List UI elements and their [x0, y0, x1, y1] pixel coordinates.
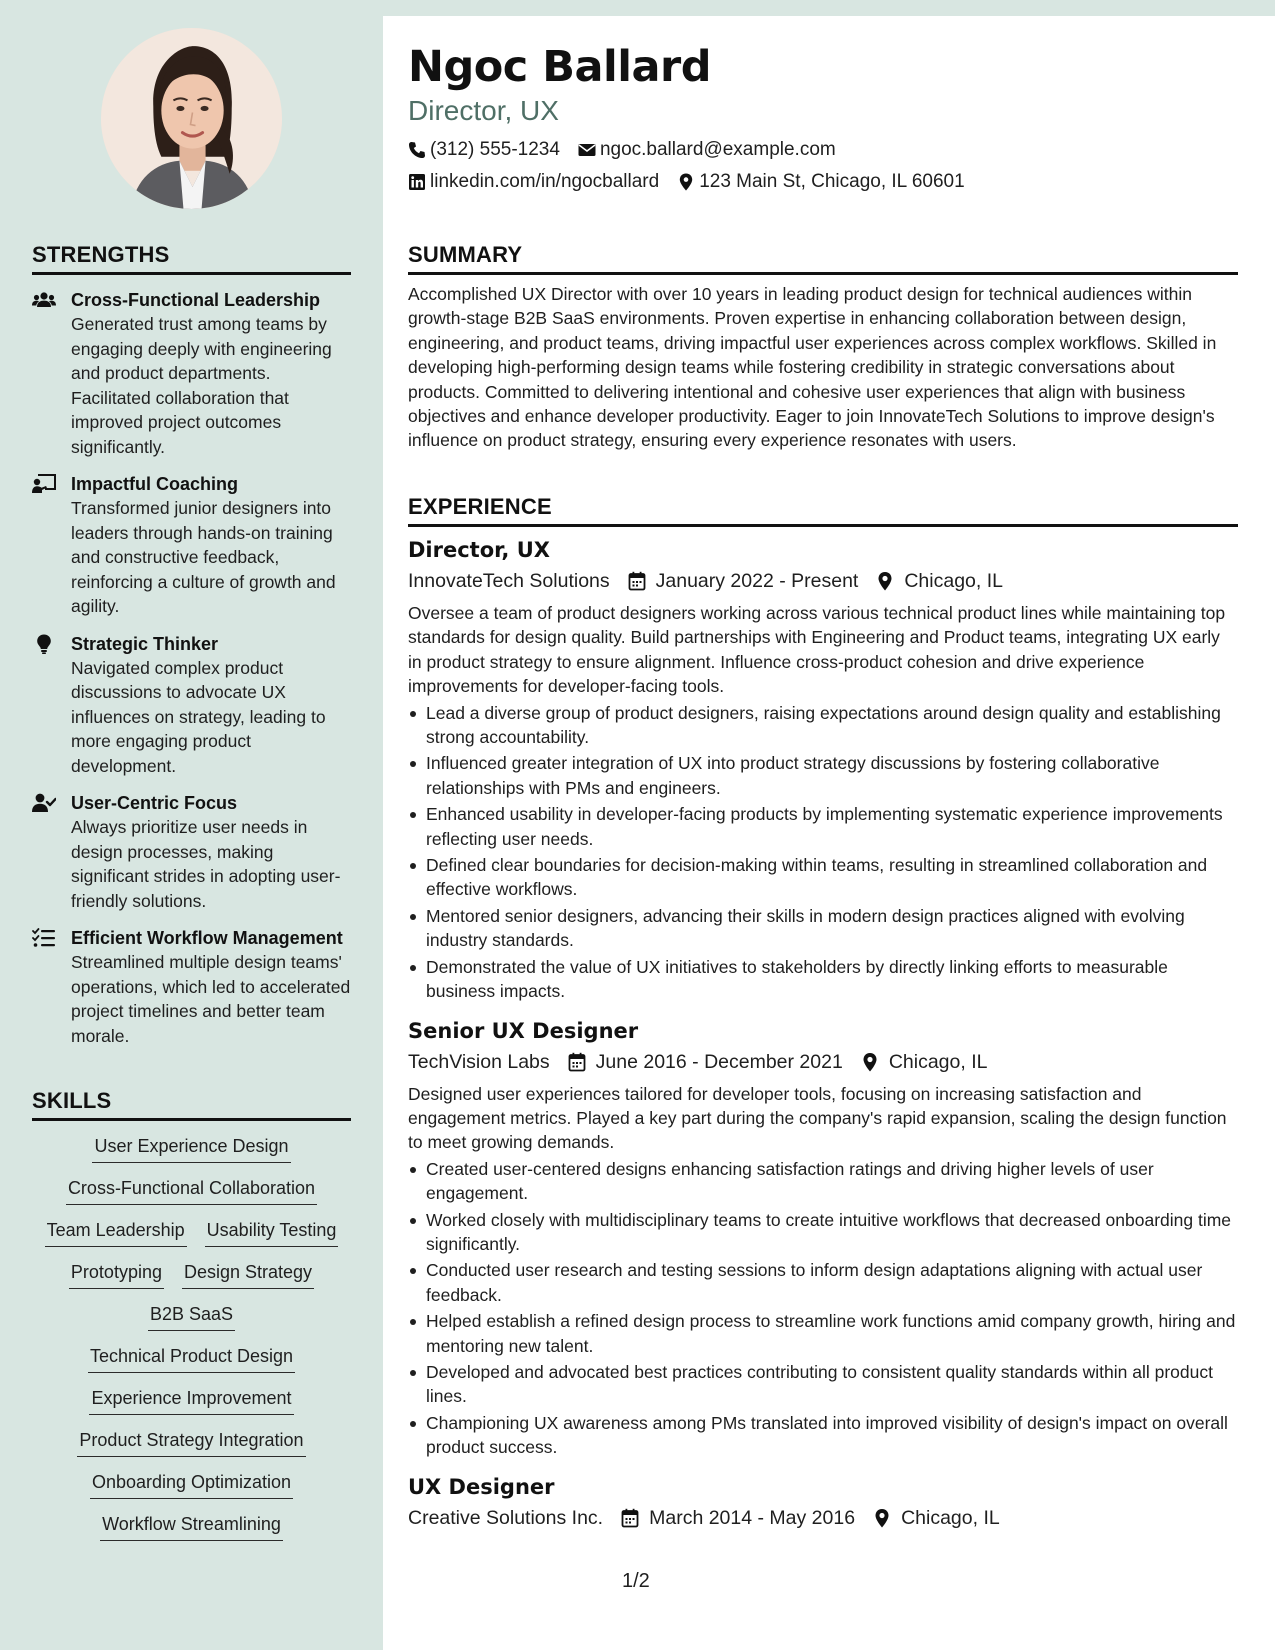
skill-row [32, 1344, 351, 1373]
strengths-heading: STRENGTHS [32, 242, 351, 275]
skill-tag: Experience Improvement [89, 1386, 293, 1415]
job-company [408, 1046, 550, 1078]
portrait-image [101, 28, 282, 209]
job-entry [408, 535, 1238, 1004]
job-title: UX Designer [408, 1474, 555, 1499]
contact-info [408, 134, 1258, 198]
location-text: Chicago, IL [888, 1050, 988, 1073]
address-text: 123 Main St, Chicago, IL 60601 [699, 171, 965, 192]
strength-title: Cross-Functional Leadership [71, 290, 321, 310]
strength-title: Efficient Workflow Management [71, 928, 343, 948]
strength-description: Transformed junior designers into leaders through hands-on training and constructive feedback, reinforcing a culture of growth and agility. [71, 498, 336, 616]
linkedin-text: linkedin.com/in/ngocballard [430, 171, 660, 192]
skill-tag: Technical Product Design [88, 1344, 295, 1373]
job-entry [408, 1016, 1238, 1460]
list-check-icon [32, 928, 56, 948]
bullet-item: Worked closely with multidisciplinary teams to create intuitive workflows that decreased onboarding time significantly. [408, 1208, 1238, 1257]
job-title: Director, UX [408, 538, 550, 562]
contact-row [408, 166, 1258, 198]
job-description: Designed user experiences tailored for developer tools, focusing on increasing satisfaction and engagement metrics. Played a key part during the company's rapid expansion, scaling the design function to meet growing demands. [408, 1083, 1227, 1153]
users-icon [32, 290, 56, 310]
bullet-item: Influenced greater integration of UX into product strategy discussions by fostering collaborative relationships with PMs and engineers. [408, 751, 1238, 800]
contact-row [408, 134, 1258, 166]
strength-item [32, 791, 351, 913]
map-pin-icon [873, 1508, 891, 1528]
date-range: January 2022 - Present [655, 570, 859, 592]
profile-photo [101, 28, 282, 209]
skill-tag: B2B SaaS [148, 1302, 235, 1331]
company-name: InnovateTech Solutions [408, 570, 610, 592]
sidebar [0, 0, 383, 1650]
skill-tag: Team Leadership [45, 1218, 187, 1247]
skill-tag: User Experience Design [92, 1134, 290, 1163]
linkedin-contact[interactable] [408, 171, 659, 193]
date-range: March 2014 - May 2016 [649, 1506, 856, 1529]
skill-row [32, 1176, 351, 1205]
strength-item [32, 632, 351, 779]
location-text: Chicago, IL [904, 570, 1003, 592]
job-company [408, 1502, 603, 1534]
experience-section [408, 494, 1238, 1534]
strength-description: Navigated complex product discussions to advocate UX influences on strategy, leading to more engaging product development. [71, 657, 326, 776]
job-meta [408, 1502, 1238, 1534]
job-company [408, 565, 610, 597]
job-dates [621, 1502, 855, 1534]
experience-heading: EXPERIENCE [408, 494, 1238, 527]
job-meta [408, 565, 1238, 597]
bullet-item: Mentored senior designers, advancing their skills in modern design practices aligned with evolving industry standards. [408, 904, 1238, 953]
skill-tag: Onboarding Optimization [90, 1470, 293, 1499]
job-title: Senior UX Designer [408, 1018, 639, 1043]
skill-tag: Usability Testing [205, 1218, 339, 1247]
skill-tag: Cross-Functional Collaboration [66, 1176, 317, 1205]
phone-contact [408, 139, 560, 161]
map-pin-icon [861, 1052, 879, 1072]
bullet-item: Defined clear boundaries for decision-making within teams, resulting in streamlined collaboration and effective workflows. [408, 853, 1238, 902]
calendar-icon [568, 1052, 586, 1072]
summary-text: Accomplished UX Director with over 10 years in leading product design for technical audiences within growth-stage B2B SaaS environments. Proven expertise in enhancing collaboration between design, engineering, and product teams, driving impactful user experiences across complex workflows. Skilled in developing high-performing design teams while fostering credibility in strategic conversations about products. Committed to delivering intentional and cohesive user experiences that align with business objectives and enhance developer productivity. Eager to join InnovateTech Solutions to improve design's influence on product strategy, ensuring every experience resonates with users. [408, 284, 1217, 451]
address-contact [677, 171, 964, 193]
map-pin-icon [876, 571, 894, 591]
bullet-item: Created user-centered designs enhancing satisfaction ratings and driving higher levels of user engagement. [408, 1157, 1238, 1206]
strength-title: Impactful Coaching [71, 474, 239, 494]
email-text: ngoc.ballard@example.com [599, 139, 836, 160]
map-pin-icon [677, 173, 695, 191]
job-bullets [408, 1157, 1238, 1460]
job-meta [408, 1046, 1238, 1078]
strengths-section [32, 242, 351, 1048]
skill-tag: Design Strategy [182, 1260, 314, 1289]
bullet-item: Helped establish a refined design process to streamline work functions amid company growth, hiring and mentoring new talent. [408, 1309, 1238, 1358]
skills-heading: SKILLS [32, 1088, 351, 1121]
calendar-icon [621, 1508, 639, 1528]
skill-tag: Product Strategy Integration [77, 1428, 305, 1457]
skill-row [32, 1386, 351, 1415]
skill-row [32, 1512, 351, 1541]
skill-tag: Workflow Streamlining [100, 1512, 283, 1541]
job-entry [408, 1472, 1238, 1534]
skill-row [32, 1218, 351, 1247]
strength-description: Streamlined multiple design teams' operations, which led to accelerated project timelines and better team morale. [71, 952, 351, 1046]
job-location [876, 565, 1003, 597]
envelope-icon [578, 141, 596, 159]
strength-item [32, 472, 351, 619]
skill-row [32, 1428, 351, 1457]
skill-row [32, 1260, 351, 1289]
bullet-item: Conducted user research and testing sessions to inform design adaptations aligning with actual user feedback. [408, 1258, 1238, 1307]
skill-tag: Prototyping [69, 1260, 164, 1289]
bullet-item: Enhanced usability in developer-facing products by implementing systematic experience improvements reflecting user needs. [408, 802, 1238, 851]
summary-heading: SUMMARY [408, 242, 1238, 275]
lightbulb-icon [32, 634, 56, 654]
linkedin-icon [408, 173, 426, 191]
strength-title: Strategic Thinker [71, 633, 219, 654]
candidate-role: Director, UX [408, 95, 559, 126]
bullet-item: Lead a diverse group of product designers, raising expectations around design quality and establishing strong accountability. [408, 701, 1238, 750]
page-number: 1/2 [622, 1570, 650, 1592]
candidate-name: Ngoc Ballard [408, 42, 712, 92]
location-text: Chicago, IL [901, 1506, 1000, 1529]
company-name: Creative Solutions Inc. [408, 1506, 604, 1529]
phone-icon [408, 141, 426, 159]
skill-row [32, 1134, 351, 1163]
company-name: TechVision Labs [408, 1050, 550, 1073]
strength-description: Generated trust among teams by engaging deeply with engineering and product departments. Facilitated collaboration that improved project outcomes significantly. [71, 314, 332, 457]
strength-title: User-Centric Focus [71, 793, 238, 813]
calendar-icon [628, 571, 646, 591]
job-location [861, 1046, 988, 1078]
bullet-item: Demonstrated the value of UX initiatives to stakeholders by directly linking efforts to measurable business impacts. [408, 955, 1238, 1004]
user-check-icon [32, 793, 56, 813]
email-contact[interactable] [578, 139, 836, 161]
summary-section [408, 242, 1238, 453]
strength-description: Always prioritize user needs in design processes, making significant strides in adopting user-friendly solutions. [71, 817, 341, 911]
bullet-item: Championing UX awareness among PMs translated into improved visibility of design's impact on overall product success. [408, 1411, 1238, 1460]
job-bullets [408, 701, 1238, 1004]
job-location [873, 1502, 1000, 1534]
phone-text: (312) 555-1234 [430, 139, 560, 160]
job-dates [568, 1046, 843, 1078]
skill-row [32, 1302, 351, 1331]
strength-item [32, 926, 351, 1048]
bullet-item: Developed and advocated best practices contributing to consistent quality standards within all product lines. [408, 1360, 1238, 1409]
skills-section [32, 1088, 351, 1541]
job-dates [628, 565, 859, 597]
skill-row [32, 1470, 351, 1499]
job-description: Oversee a team of product designers working across various technical product lines while maintaining top standards for design quality. Build partnerships with Engineering and Product teams, integrating UX early in product strategy to ensure alignment. Influence cross-product cohesion and drive experience improvements for developer-facing tools. [408, 603, 1226, 697]
strength-item [32, 288, 351, 459]
chalkboard-teacher-icon [32, 474, 56, 494]
date-range: June 2016 - December 2021 [595, 1050, 843, 1073]
